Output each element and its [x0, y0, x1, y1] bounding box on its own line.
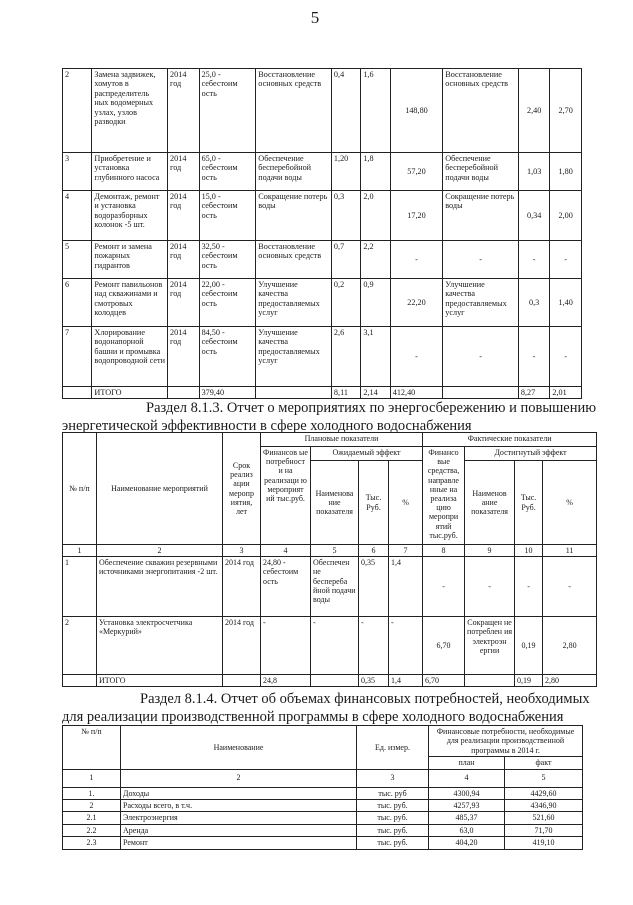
section-heading-8-1-4: Раздел 8.1.4. Отчет об объемах финансовых потребностей, необходимых	[140, 691, 590, 707]
cell-num: 2.1	[63, 812, 121, 824]
cell-total-v2: 2,14	[361, 387, 390, 399]
cell-v2: 2,2	[361, 241, 390, 279]
cell-tys-2: -	[515, 557, 543, 617]
cell-v1: 2,6	[331, 327, 360, 387]
section-heading-8-1-4-cont: для реализации производственной программы в сфере холодного водоснабжения	[62, 709, 564, 725]
cell-effect: Улучшение качества предоставляемых услуг	[256, 279, 332, 327]
cell-fact: 71,70	[505, 824, 583, 836]
cell-name: Расходы всего, в т.ч.	[121, 800, 357, 812]
cell-total-pct: 1,4	[389, 675, 423, 687]
cell-num: 2	[63, 617, 97, 675]
cell-fact-effect: -	[443, 241, 519, 279]
cell-name: Ремонт павильонов над скважинами и смотровых колодцев	[92, 279, 168, 327]
cell-f1: 2,40	[518, 69, 550, 153]
table-row	[63, 69, 582, 153]
section-heading-8-1-3-cont: энергетической эффективности в сфере холодного водоснабжения	[62, 418, 472, 434]
cell-fact-effect: -	[443, 327, 519, 387]
cell-unit: тыс. руб	[357, 787, 429, 799]
cell-name: Электроэнергия	[121, 812, 357, 824]
table-row	[63, 787, 583, 799]
header-name: Наименование мероприятий	[97, 433, 223, 545]
cell-f2: 1,40	[550, 279, 582, 327]
cell-pct: -	[389, 617, 423, 675]
cell-num: 5	[63, 241, 92, 279]
header-actual: Фактические показатели	[423, 433, 597, 447]
cell-v2: 0,9	[361, 279, 390, 327]
cell-term: 2014 год	[223, 617, 261, 675]
cell-unit: тыс. руб.	[357, 800, 429, 812]
cell-fact: 521,60	[505, 812, 583, 824]
cell-num: 2	[63, 800, 121, 812]
cell-effect: Восстановление основных средств	[256, 69, 332, 153]
cell-plan: 63,0	[429, 824, 505, 836]
cell-total-fin: 24,8	[261, 675, 311, 687]
header-name: Наименование	[121, 726, 357, 770]
cell-f2: 1,80	[550, 153, 582, 191]
cell-num: 6	[63, 279, 92, 327]
cell-term: 2014 год	[223, 557, 261, 617]
header-plan: план	[429, 757, 505, 769]
table-row	[63, 824, 583, 836]
cell-fin: -	[390, 327, 443, 387]
table-row	[63, 800, 583, 812]
cell-num: 2.2	[63, 824, 121, 836]
cell-ind-2: Сокращен не потреблен ия электроэн ергии	[465, 617, 515, 675]
cell-v1: 0,2	[331, 279, 360, 327]
header-tys: Тыс. Руб.	[359, 461, 389, 545]
cell-f2: -	[550, 327, 582, 387]
cell-name: Замена задвижек, хомутов в распределитель ных водомерных узлах, узлов разводки	[92, 69, 168, 153]
cell-num: 1.	[63, 787, 121, 799]
cell-fin: 22,20	[390, 279, 443, 327]
table-row	[63, 191, 582, 241]
cell-ind: Обеспечен не беспереба йной подачи воды	[311, 557, 359, 617]
cell-plan: 485,37	[429, 812, 505, 824]
energy-saving-table	[62, 432, 597, 687]
cell-f2: 2,70	[550, 69, 582, 153]
header-ind-name-2: Наименов ание показателя	[465, 461, 515, 545]
cell-name: Демонтаж, ремонт и установка водоразборных колонок -5 шт.	[92, 191, 168, 241]
header-pct: %	[389, 461, 423, 545]
cell-cost: 25,0 - себестоим ость	[199, 69, 256, 153]
cell-f1: 0,34	[518, 191, 550, 241]
cell-total-tys-2: 0,19	[515, 675, 543, 687]
header-fin: Финансовые потребности, необходимые для реализации производственной программы в 2014 г.	[429, 726, 583, 757]
cell-year: 2014 год	[168, 279, 200, 327]
cell-v1: 0,3	[331, 191, 360, 241]
section-heading-8-1-3: Раздел 8.1.3. Отчет о мероприятиях по энергосбережению и повышению	[146, 400, 597, 416]
header-planned: Плановые показатели	[261, 433, 423, 447]
cell-num: 4	[63, 191, 92, 241]
cell-cost: 22,00 - себестоим ость	[199, 279, 256, 327]
total-row	[63, 387, 582, 399]
cell-spent: -	[423, 557, 465, 617]
cell-f1: -	[518, 241, 550, 279]
cell-fact-effect: Восстановление основных средств	[443, 69, 519, 153]
cell-fact-effect: Обеспечение бесперебойной подачи воды	[443, 153, 519, 191]
column-numbers-row: 1 2 3 4 5	[63, 769, 583, 787]
header-achieved: Достигнутый эффект	[465, 447, 597, 461]
table-row	[63, 557, 597, 617]
cell-tys-2: 0,19	[515, 617, 543, 675]
cell-ind-2: -	[465, 557, 515, 617]
column-numbers-row: 1 2 3 4 5 6 7 8 9 10 11	[63, 545, 597, 557]
cell-pct: 1,4	[389, 557, 423, 617]
cell-fin: 57,20	[390, 153, 443, 191]
cell-year: 2014 год	[168, 327, 200, 387]
cell-pct-2: 2,80	[543, 617, 597, 675]
header-term: Срок реализ ации меропр иятия, лет	[223, 433, 261, 545]
header-num: № п/п	[63, 726, 121, 770]
cell-fin: -	[261, 617, 311, 675]
cell-f2: 2,00	[550, 191, 582, 241]
header-num: № п/п	[63, 433, 97, 545]
cell-total-f1: 8,27	[518, 387, 550, 399]
header-expected: Ожидаемый эффект	[311, 447, 423, 461]
cell-tys: 0,35	[359, 557, 389, 617]
cell-f1: 0,3	[518, 279, 550, 327]
header-pct-2: %	[543, 461, 597, 545]
cell-num: 2	[63, 69, 92, 153]
cell-v1: 0,4	[331, 69, 360, 153]
cell-pct-2: -	[543, 557, 597, 617]
page-number: 5	[310, 8, 320, 27]
cell-v2: 1,8	[361, 153, 390, 191]
cell-unit: тыс. руб.	[357, 824, 429, 836]
cell-name: Ремонт	[121, 837, 357, 849]
table-row	[63, 241, 582, 279]
cell-total-v1: 8,11	[331, 387, 360, 399]
cell-effect: Восстановление основных средств	[256, 241, 332, 279]
cell-name: Аренда	[121, 824, 357, 836]
cell-name: Хлорирование водонапорной башни и промывка водопроводной сети	[92, 327, 168, 387]
total-row	[63, 675, 597, 687]
cell-name: Обеспечение скважин резервными источниками энергопитания -2 шт.	[97, 557, 223, 617]
cell-v2: 2,0	[361, 191, 390, 241]
table-row	[63, 812, 583, 824]
cell-total-fin: 412,40	[390, 387, 443, 399]
header-unit: Ед. измер.	[357, 726, 429, 770]
cell-f1: -	[518, 327, 550, 387]
cell-year: 2014 год	[168, 153, 200, 191]
cell-f1: 1,03	[518, 153, 550, 191]
cell-plan: 4257,93	[429, 800, 505, 812]
cell-num: 1	[63, 557, 97, 617]
cell-unit: тыс. руб.	[357, 837, 429, 849]
cell-year: 2014 год	[168, 69, 200, 153]
cell-name: Доходы	[121, 787, 357, 799]
header-fin-need: Финансов ые потребност и на реализаци ю мероприят ий тыс.руб.	[261, 447, 311, 545]
cell-fact: 4429,60	[505, 787, 583, 799]
cell-total-label: ИТОГО	[97, 675, 223, 687]
cell-fin: 148,80	[390, 69, 443, 153]
cell-name: Установка электросчетчика «Меркурий»	[97, 617, 223, 675]
cell-year: 2014 год	[168, 191, 200, 241]
header-tys-2: Тыс. Руб.	[515, 461, 543, 545]
cell-num: 2.3	[63, 837, 121, 849]
cell-v1: 1,20	[331, 153, 360, 191]
cell-total-f2: 2,01	[550, 387, 582, 399]
header-fin-spent: Финансо вые средства, направле нные на реализа цию меропри ятий тыс.руб.	[423, 447, 465, 545]
financial-needs-table	[62, 725, 583, 850]
header-fact: факт	[505, 757, 583, 769]
cell-fact: 4346,90	[505, 800, 583, 812]
cell-num: 3	[63, 153, 92, 191]
cell-total-spent: 6,70	[423, 675, 465, 687]
cell-num: 7	[63, 327, 92, 387]
events-table	[62, 68, 582, 399]
cell-effect: Сокращение потерь воды	[256, 191, 332, 241]
table-row	[63, 617, 597, 675]
table-row	[63, 327, 582, 387]
cell-effect: Обеспечение бесперебойной подачи воды	[256, 153, 332, 191]
cell-plan: 4300,94	[429, 787, 505, 799]
cell-spent: 6,70	[423, 617, 465, 675]
table-row	[63, 153, 582, 191]
cell-total-pct-2: 2,80	[543, 675, 597, 687]
cell-tys: -	[359, 617, 389, 675]
cell-fact-effect: Сокращение потерь воды	[443, 191, 519, 241]
cell-unit: тыс. руб.	[357, 812, 429, 824]
cell-name: Ремонт и замена пожарных гидрантов	[92, 241, 168, 279]
table-row	[63, 837, 583, 849]
cell-cost: 32,50 - себестоим ость	[199, 241, 256, 279]
cell-v2: 3,1	[361, 327, 390, 387]
cell-fact-effect: Улучшение качества предоставляемых услуг	[443, 279, 519, 327]
cell-cost: 84,50 - себестоим ость	[199, 327, 256, 387]
cell-plan: 404,20	[429, 837, 505, 849]
cell-fin: -	[390, 241, 443, 279]
cell-fin: 24,80 - себестоим ость	[261, 557, 311, 617]
cell-total-label: ИТОГО	[92, 387, 168, 399]
table-row	[63, 279, 582, 327]
cell-v1: 0,7	[331, 241, 360, 279]
cell-total-cost: 379,40	[199, 387, 256, 399]
cell-name: Приобретение и установка глубинного насоса	[92, 153, 168, 191]
cell-effect: Улучшение качества предоставляемых услуг	[256, 327, 332, 387]
cell-v2: 1,6	[361, 69, 390, 153]
cell-total-tys: 0,35	[359, 675, 389, 687]
cell-cost: 15,0 - себестоим ость	[199, 191, 256, 241]
header-ind-name: Наименова ние показателя	[311, 461, 359, 545]
cell-fact: 419,10	[505, 837, 583, 849]
cell-ind: -	[311, 617, 359, 675]
cell-f2: -	[550, 241, 582, 279]
cell-fin: 17,20	[390, 191, 443, 241]
cell-year: 2014 год	[168, 241, 200, 279]
cell-cost: 65,0 - себестоим ость	[199, 153, 256, 191]
